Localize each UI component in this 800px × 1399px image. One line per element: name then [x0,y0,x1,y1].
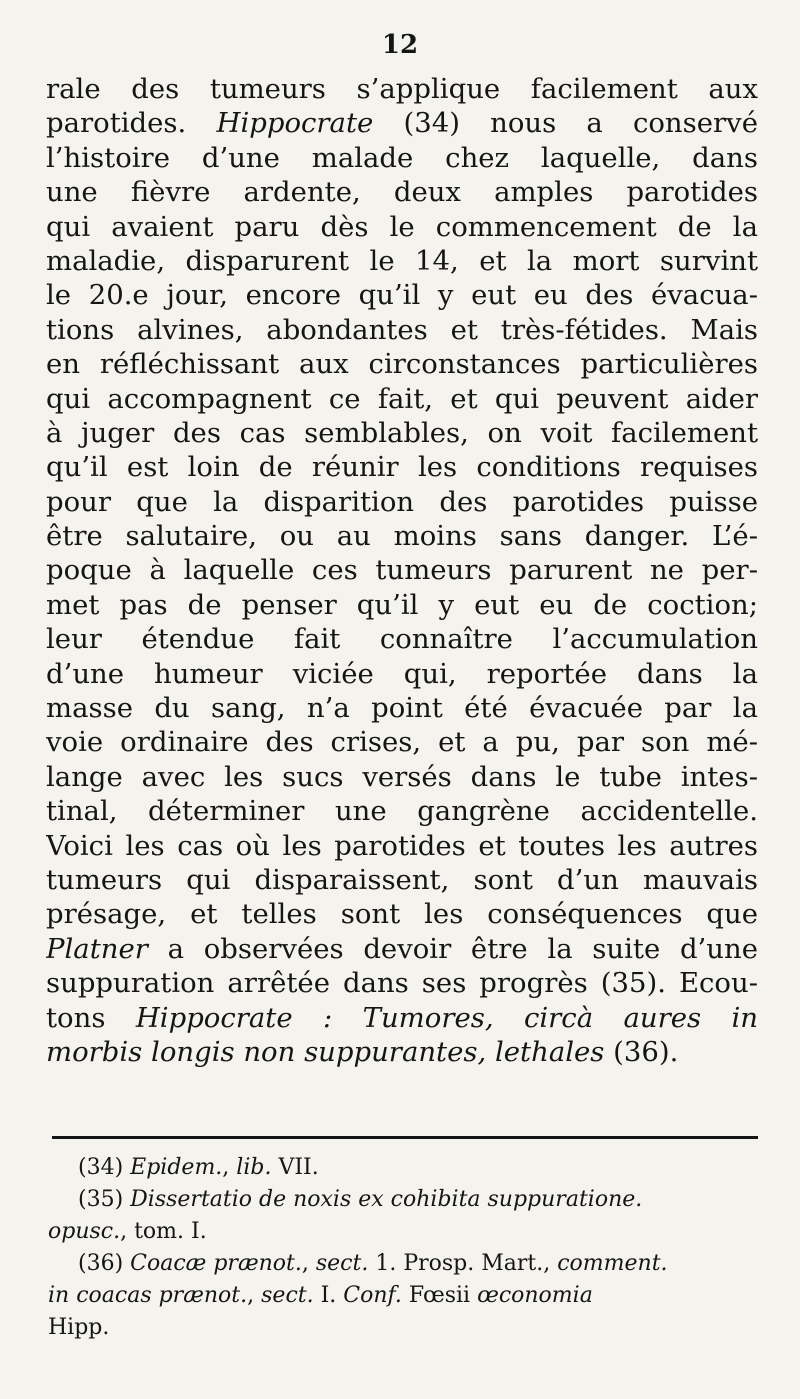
text-run: tumeurs qui disparaissent, sont d’un mauvais [46,863,758,896]
text-line [46,1001,758,1035]
text-run: (34) nous a conservé [373,107,758,140]
text-line [46,382,758,416]
italic-text: Epidem. [130,1155,223,1180]
text-line [46,760,758,794]
text-run: une fièvre ardente, deux amples parotides [46,176,758,209]
italic-text: Dissertatio de noxis ex cohibita suppuratione. [130,1187,643,1212]
text-line [46,1035,758,1069]
text-run: tions alvines, abondantes et très-fétides. Mais [46,313,758,346]
text-run: rale des tumeurs s’applique facilement aux [46,73,758,105]
page-number: 12 [381,30,419,60]
text-run: parotides. [46,107,217,140]
text-run: tons [46,1001,136,1034]
text-run: , tom. I. [120,1219,207,1244]
text-run: a observées devoir être la suite d’une [147,932,758,965]
text-line [46,519,758,553]
footnotes [48,1152,758,1344]
text-line [46,210,758,244]
text-line [46,829,758,863]
text-line [46,244,758,278]
text-run: I. [313,1283,344,1308]
text-run: Voici les cas où les parotides et toutes les autres [46,829,758,862]
italic-text: Coacæ prænot. [130,1251,302,1276]
footnote-line [48,1184,758,1216]
footnote-line [48,1248,758,1280]
italic-text: sect. [315,1251,369,1276]
text-run: , [222,1155,237,1180]
text-line [46,141,758,175]
text-run: à juger des cas semblables, on voit facilement [46,416,758,449]
text-line [46,175,758,209]
italic-text: lib. [236,1155,272,1180]
text-run: VII. [271,1155,319,1180]
text-line [46,278,758,312]
italic-text: morbis longis non suppurantes, lethales [46,1035,605,1068]
text-run: maladie, disparurent le 14, et la mort survint [46,244,758,277]
text-line [46,794,758,828]
text-run: lange avec les sucs versés dans le tube intes- [46,760,758,793]
text-run: (35) [78,1187,131,1212]
text-run: suppuration arrêtée dans ses progrès (35). Ecou- [46,967,758,1000]
text-run: poque à laquelle ces tumeurs parurent ne per- [46,554,758,587]
text-line [46,657,758,691]
text-run: Fœsii [401,1283,478,1308]
text-line [46,106,758,140]
text-line [46,622,758,656]
text-run: Hipp. [48,1315,110,1340]
italic-text: Conf. [343,1283,402,1308]
text-line [46,932,758,966]
text-run: pour que la disparition des parotides puisse [46,485,758,518]
text-run: leur étendue fait connaître l’accumulation [46,623,758,656]
text-run: voie ordinaire des crises, et a pu, par son mé- [46,726,758,759]
text-line [46,966,758,1000]
text-run: être salutaire, ou au moins sans danger. L’é- [46,520,758,553]
italic-text: œconomia [477,1283,593,1308]
text-line [46,863,758,897]
text-run: en réfléchissant aux circonstances particulières [46,348,758,381]
italic-text: comment. [557,1251,668,1276]
text-line [46,691,758,725]
text-line [46,313,758,347]
text-run: tinal, déterminer une gangrène accidentelle. [46,795,758,828]
text-run: (34) [78,1155,131,1180]
text-run: qui avaient paru dès le commencement de la [46,210,758,243]
italic-text: Hippocrate : Tumores, circà aures in [135,1001,758,1034]
body-text [46,72,758,1069]
text-line [46,72,758,106]
text-run: (36). [604,1035,679,1068]
text-run: masse du sang, n’a point été évacuée par la [46,692,758,725]
text-line [46,588,758,622]
footnote-line [48,1152,758,1184]
text-line [46,897,758,931]
text-run: le 20.e jour, encore qu’il y eut eu des évacua- [46,279,758,312]
text-run: présage, et telles sont les conséquences que [46,898,758,931]
text-line [46,450,758,484]
italic-text: opusc. [48,1219,121,1244]
text-run: , [301,1251,316,1276]
footnote-line [48,1216,758,1248]
footnote-line [48,1280,758,1312]
text-run: qu’il est loin de réunir les conditions requises [46,451,758,484]
text-line [46,553,758,587]
italic-text: Hippocrate [216,107,374,140]
italic-text: in coacas prænot. [48,1283,248,1308]
text-run: , [247,1283,262,1308]
text-run: l’histoire d’une malade chez laquelle, dans [46,141,758,174]
italic-text: Platner [46,932,148,965]
footnote-line [48,1312,758,1344]
text-run: qui accompagnent ce fait, et qui peuvent aider [46,382,758,415]
text-line [46,416,758,450]
text-line [46,485,758,519]
text-run: (36) [78,1251,131,1276]
text-run: met pas de penser qu’il y eut eu de coction; [46,588,758,621]
footnote-separator [52,1136,758,1139]
text-run: 1. Prosp. Mart., [368,1251,558,1276]
italic-text: sect. [261,1283,314,1308]
text-line [46,347,758,381]
text-line [46,725,758,759]
text-run: d’une humeur viciée qui, reportée dans la [46,657,758,690]
